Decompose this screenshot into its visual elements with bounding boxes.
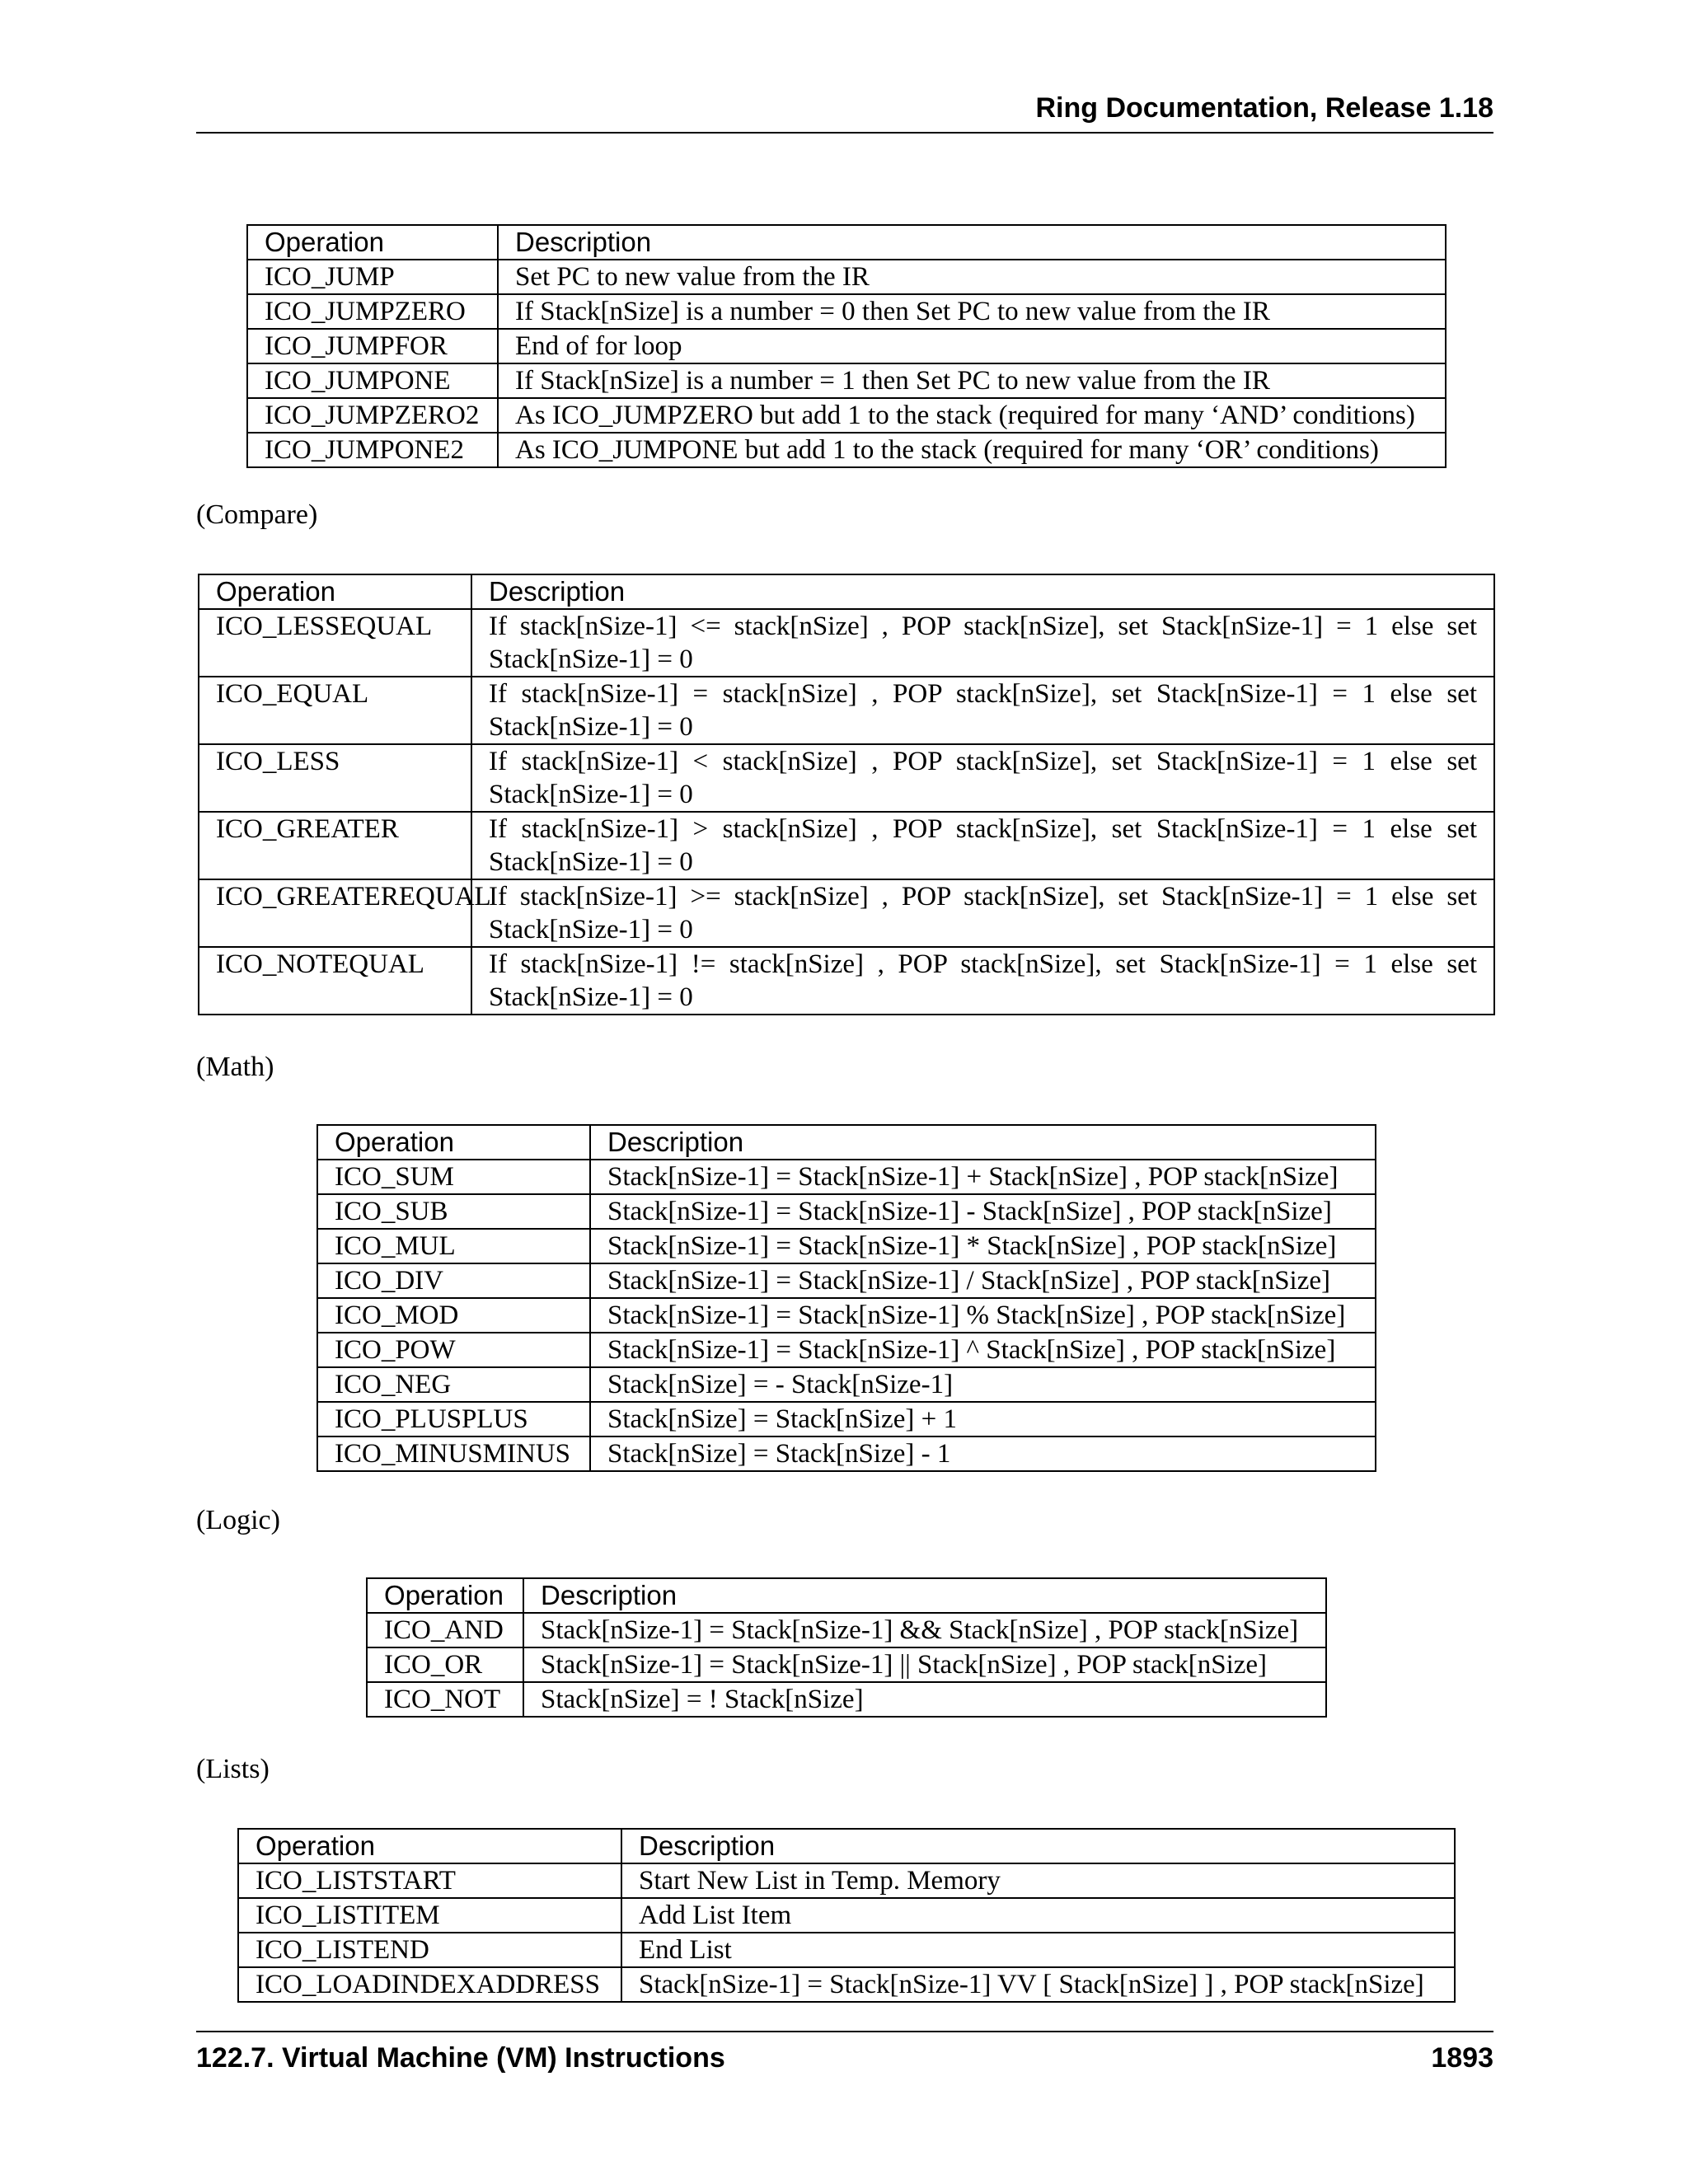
table-row [247,329,1446,363]
description-cell: If stack[nSize-1] < stack[nSize] , POP stack[nSize], set Stack[nSize-1] = 1 else set Stack[nSize-1] = 0 [471,744,1494,812]
table-header-row [199,574,1494,609]
description-cell: Add List Item [621,1898,1455,1933]
table-row [317,1298,1376,1333]
description-cell: If stack[nSize-1] != stack[nSize] , POP stack[nSize], set Stack[nSize-1] = 1 else set Stack[nSize-1] = 0 [471,947,1494,1015]
operation-cell: ICO_JUMPONE2 [247,433,498,467]
document-title: Ring Documentation, Release 1.18 [1035,92,1493,124]
operation-cell: ICO_NOTEQUAL [199,947,471,1015]
table-row [317,1436,1376,1471]
table-row [247,294,1446,329]
operation-cell: ICO_EQUAL [199,677,471,744]
column-header-operation: Operation [247,225,498,260]
operation-cell: ICO_SUM [317,1160,590,1194]
table-row [199,812,1494,879]
column-header-description: Description [498,225,1446,260]
description-cell: If Stack[nSize] is a number = 1 then Set PC to new value from the IR [498,363,1446,398]
jump-instructions-table [246,224,1447,468]
operation-cell: ICO_JUMPZERO [247,294,498,329]
description-cell: Stack[nSize-1] = Stack[nSize-1] VV [ Stack[nSize] ] , POP stack[nSize] [621,1967,1455,2002]
description-cell: If stack[nSize-1] > stack[nSize] , POP stack[nSize], set Stack[nSize-1] = 1 else set Stack[nSize-1] = 0 [471,812,1494,879]
table-row [199,879,1494,947]
table-row [317,1229,1376,1263]
operation-cell: ICO_JUMP [247,260,498,294]
operation-cell: ICO_JUMPFOR [247,329,498,363]
table-row [317,1160,1376,1194]
description-cell: End List [621,1933,1455,1967]
column-header-operation: Operation [238,1829,621,1863]
description-cell: If stack[nSize-1] <= stack[nSize] , POP stack[nSize], set Stack[nSize-1] = 1 else set Stack[nSize-1] = 0 [471,609,1494,677]
table-row [238,1863,1455,1898]
description-cell: Stack[nSize-1] = Stack[nSize-1] * Stack[nSize] , POP stack[nSize] [590,1229,1376,1263]
table-row [247,260,1446,294]
description-cell: Set PC to new value from the IR [498,260,1446,294]
operation-cell: ICO_JUMPONE [247,363,498,398]
description-cell: Stack[nSize-1] = Stack[nSize-1] ^ Stack[nSize] , POP stack[nSize] [590,1333,1376,1367]
table-row [317,1402,1376,1436]
description-cell: Start New List in Temp. Memory [621,1863,1455,1898]
table-header-row [238,1829,1455,1863]
operation-cell: ICO_JUMPZERO2 [247,398,498,433]
description-cell: Stack[nSize-1] = Stack[nSize-1] + Stack[nSize] , POP stack[nSize] [590,1160,1376,1194]
table-row [247,398,1446,433]
section-label-math: (Math) [196,1052,274,1082]
page-header [196,92,1493,134]
operation-cell: ICO_GREATEREQUAL [199,879,471,947]
column-header-description: Description [523,1578,1326,1613]
table-row [367,1647,1326,1682]
table-row [238,1933,1455,1967]
table-header-row [247,225,1446,260]
section-label-compare: (Compare) [196,499,318,530]
description-cell: Stack[nSize-1] = Stack[nSize-1] / Stack[nSize] , POP stack[nSize] [590,1263,1376,1298]
operation-cell: ICO_SUB [317,1194,590,1229]
table-row [247,363,1446,398]
description-cell: Stack[nSize] = ! Stack[nSize] [523,1682,1326,1717]
operation-cell: ICO_GREATER [199,812,471,879]
operation-cell: ICO_NEG [317,1367,590,1402]
table-row [317,1194,1376,1229]
operation-cell: ICO_OR [367,1647,523,1682]
lists-instructions-table [237,1828,1456,2003]
description-cell: Stack[nSize-1] = Stack[nSize-1] && Stack[nSize] , POP stack[nSize] [523,1613,1326,1647]
table-row [317,1367,1376,1402]
math-instructions-table [316,1124,1376,1472]
description-cell: If Stack[nSize] is a number = 0 then Set PC to new value from the IR [498,294,1446,329]
operation-cell: ICO_DIV [317,1263,590,1298]
column-header-description: Description [590,1125,1376,1160]
table-row [317,1263,1376,1298]
section-label-logic: (Logic) [196,1505,280,1535]
description-cell: As ICO_JUMPZERO but add 1 to the stack (required for many ‘AND’ conditions) [498,398,1446,433]
table-row [367,1682,1326,1717]
page-footer [196,2031,1493,2074]
table-row [199,677,1494,744]
table-row [238,1898,1455,1933]
table-header-row [367,1578,1326,1613]
table-row [247,433,1446,467]
table-row [199,744,1494,812]
description-cell: Stack[nSize] = - Stack[nSize-1] [590,1367,1376,1402]
operation-cell: ICO_LISTSTART [238,1863,621,1898]
column-header-operation: Operation [367,1578,523,1613]
description-cell: Stack[nSize] = Stack[nSize] + 1 [590,1402,1376,1436]
table-row [238,1967,1455,2002]
column-header-operation: Operation [317,1125,590,1160]
table-row [367,1613,1326,1647]
description-cell: Stack[nSize] = Stack[nSize] - 1 [590,1436,1376,1471]
page-number: 1893 [1431,2042,1493,2074]
column-header-operation: Operation [199,574,471,609]
logic-instructions-table [366,1577,1327,1718]
operation-cell: ICO_LESS [199,744,471,812]
operation-cell: ICO_PLUSPLUS [317,1402,590,1436]
description-cell: Stack[nSize-1] = Stack[nSize-1] - Stack[nSize] , POP stack[nSize] [590,1194,1376,1229]
operation-cell: ICO_LOADINDEXADDRESS [238,1967,621,2002]
description-cell: End of for loop [498,329,1446,363]
operation-cell: ICO_AND [367,1613,523,1647]
column-header-description: Description [621,1829,1455,1863]
column-header-description: Description [471,574,1494,609]
table-row [317,1333,1376,1367]
section-label-lists: (Lists) [196,1754,270,1784]
operation-cell: ICO_LISTITEM [238,1898,621,1933]
operation-cell: ICO_POW [317,1333,590,1367]
compare-instructions-table [198,574,1495,1015]
table-row [199,947,1494,1015]
operation-cell: ICO_MUL [317,1229,590,1263]
description-cell: If stack[nSize-1] >= stack[nSize] , POP stack[nSize], set Stack[nSize-1] = 1 else set Stack[nSize-1] = 0 [471,879,1494,947]
description-cell: If stack[nSize-1] = stack[nSize] , POP stack[nSize], set Stack[nSize-1] = 1 else set Stack[nSize-1] = 0 [471,677,1494,744]
operation-cell: ICO_MINUSMINUS [317,1436,590,1471]
operation-cell: ICO_LISTEND [238,1933,621,1967]
table-row [199,609,1494,677]
description-cell: Stack[nSize-1] = Stack[nSize-1] || Stack[nSize] , POP stack[nSize] [523,1647,1326,1682]
operation-cell: ICO_NOT [367,1682,523,1717]
description-cell: As ICO_JUMPONE but add 1 to the stack (required for many ‘OR’ conditions) [498,433,1446,467]
table-header-row [317,1125,1376,1160]
footer-section-title: 122.7. Virtual Machine (VM) Instructions [196,2042,725,2074]
operation-cell: ICO_LESSEQUAL [199,609,471,677]
operation-cell: ICO_MOD [317,1298,590,1333]
description-cell: Stack[nSize-1] = Stack[nSize-1] % Stack[nSize] , POP stack[nSize] [590,1298,1376,1333]
